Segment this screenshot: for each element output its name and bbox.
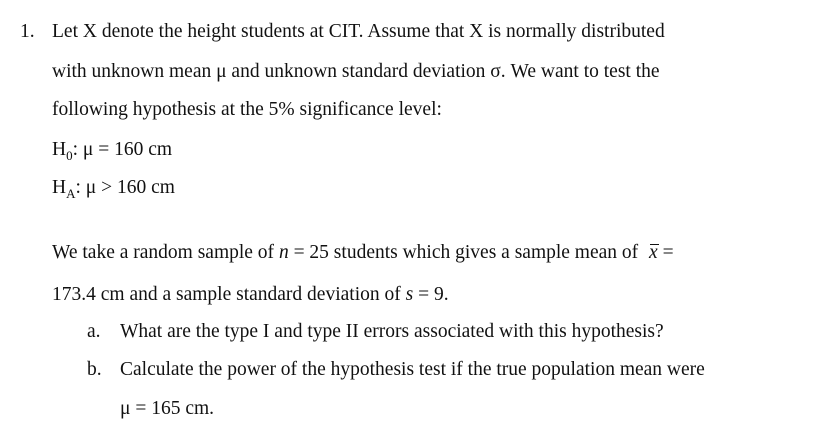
sample-line-1 [52, 241, 674, 265]
alternative-hypothesis-subscript: A [66, 185, 76, 201]
alternative-hypothesis-symbol: H [52, 177, 67, 198]
question-a-text: What are the type I and type II errors associated with this hypothesis? [120, 321, 664, 342]
question-b-text-line-1: Calculate the power of the hypothesis test if the true population mean were [120, 359, 705, 380]
null-hypothesis-subscript: 0 [66, 147, 73, 163]
sample-text-5: = 9. [413, 284, 449, 305]
null-hypothesis-symbol: H [52, 139, 67, 160]
sample-line-2 [52, 283, 449, 307]
s-symbol: s [405, 284, 414, 305]
alternative-hypothesis [52, 176, 175, 206]
intro-line-1: Let X denote the height students at CIT. Assume that X is normally distributed [52, 21, 665, 42]
n-symbol: n [278, 242, 289, 263]
problem-number: 1. [20, 21, 35, 42]
sample-text-1: We take a random sample of [52, 242, 279, 263]
xbar-symbol: x [649, 242, 658, 263]
intro-line-3: following hypothesis at the 5% significance level: [52, 99, 442, 120]
sample-text-3: = [657, 242, 674, 263]
question-b-text-line-2: μ = 165 cm. [120, 398, 215, 419]
sample-text-2: = 25 students which gives a sample mean of [288, 242, 644, 263]
intro-line-2: with unknown mean μ and unknown standard deviation σ. We want to test the [52, 61, 660, 82]
alternative-hypothesis-statement: : μ > 160 cm [75, 177, 175, 198]
question-b-label: b. [87, 359, 102, 380]
question-a-label: a. [87, 321, 101, 342]
sample-text-4: 173.4 cm and a sample standard deviation of [52, 284, 406, 305]
null-hypothesis-statement: : μ = 160 cm [72, 139, 173, 160]
null-hypothesis [52, 138, 172, 168]
